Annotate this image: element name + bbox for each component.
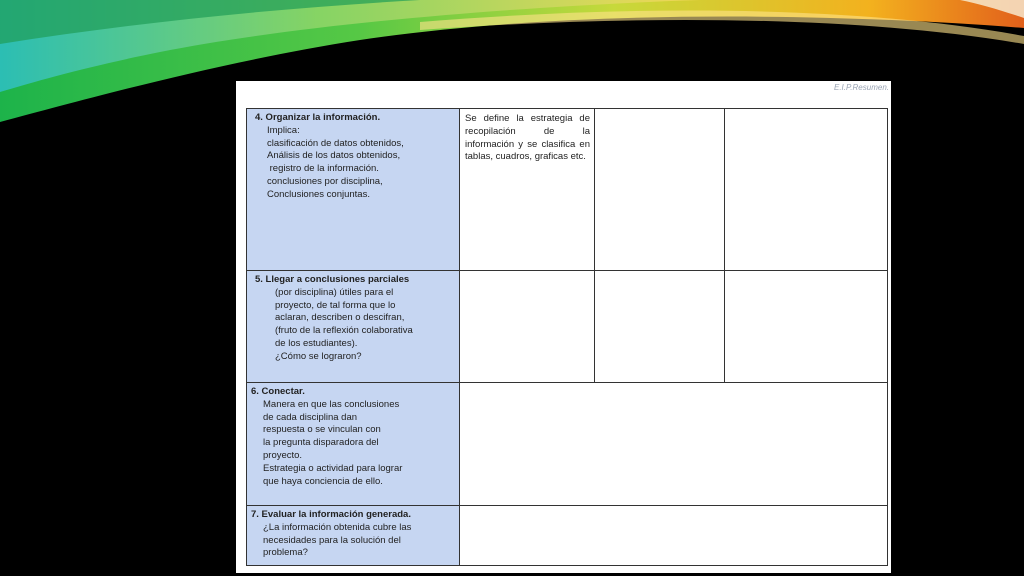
empty-cell	[460, 271, 595, 383]
row-line: que haya conciencia de ello.	[263, 475, 383, 487]
row-line: clasificación de datos obtenidos,	[267, 137, 404, 149]
empty-merged-cell	[460, 383, 888, 506]
row-line: Implica:	[267, 124, 300, 136]
row-label-cell	[247, 271, 460, 383]
row-line: Conclusiones conjuntas.	[267, 188, 370, 200]
row-line: ¿Cómo se lograron?	[275, 350, 362, 362]
row-line: aclaran, describen o descifran,	[275, 312, 405, 324]
row-line: necesidades para la solución del	[263, 534, 401, 546]
row-line: de los estudiantes).	[275, 337, 358, 349]
row-label-cell	[247, 506, 460, 566]
row-line: Manera en que las conclusiones	[263, 398, 400, 410]
row-line: proyecto, de tal forma que lo	[275, 299, 396, 311]
empty-merged-cell	[460, 506, 888, 566]
row-title: 6. Conectar.	[251, 386, 305, 397]
strategy-text: Se define la estrategia de recopilación de la información y se clasifica en tablas, cuadros, graficas etc.	[465, 113, 590, 163]
row-title: 4. Organizar la información.	[255, 112, 381, 123]
planning-table	[246, 108, 888, 566]
strategy-cell	[460, 109, 595, 271]
row-label-cell	[247, 383, 460, 506]
row-line: (fruto de la reflexión colaborativa	[275, 325, 413, 337]
table-row	[247, 271, 888, 383]
row-line: Análisis de los datos obtenidos,	[267, 150, 401, 162]
row-line: proyecto.	[263, 449, 303, 461]
row-line: registro de la información.	[267, 163, 379, 175]
row-line: la pregunta disparadora del	[263, 437, 379, 449]
empty-cell	[595, 109, 725, 271]
table-row	[247, 109, 888, 271]
row-label-cell	[247, 109, 460, 271]
row-title: 7. Evaluar la información generada.	[251, 509, 411, 520]
row-title: 5. Llegar a conclusiones parciales	[255, 274, 410, 285]
row-line: respuesta o se vinculan con	[263, 424, 381, 436]
row-line: problema?	[263, 547, 308, 559]
table-row	[247, 506, 888, 566]
row-line: de cada disciplina dan	[263, 411, 358, 423]
row-line: (por disciplina) útiles para el	[275, 286, 394, 298]
row-line: Estrategia o actividad para lograr	[263, 462, 403, 474]
empty-cell	[595, 271, 725, 383]
empty-cell	[725, 109, 888, 271]
table-row	[247, 383, 888, 506]
empty-cell	[725, 271, 888, 383]
row-line: conclusiones por disciplina,	[267, 175, 383, 187]
row-line: ¿La información obtenida cubre las	[263, 521, 412, 533]
header-note: E.I.P.Resumen.	[834, 83, 889, 92]
document-page	[236, 81, 891, 573]
